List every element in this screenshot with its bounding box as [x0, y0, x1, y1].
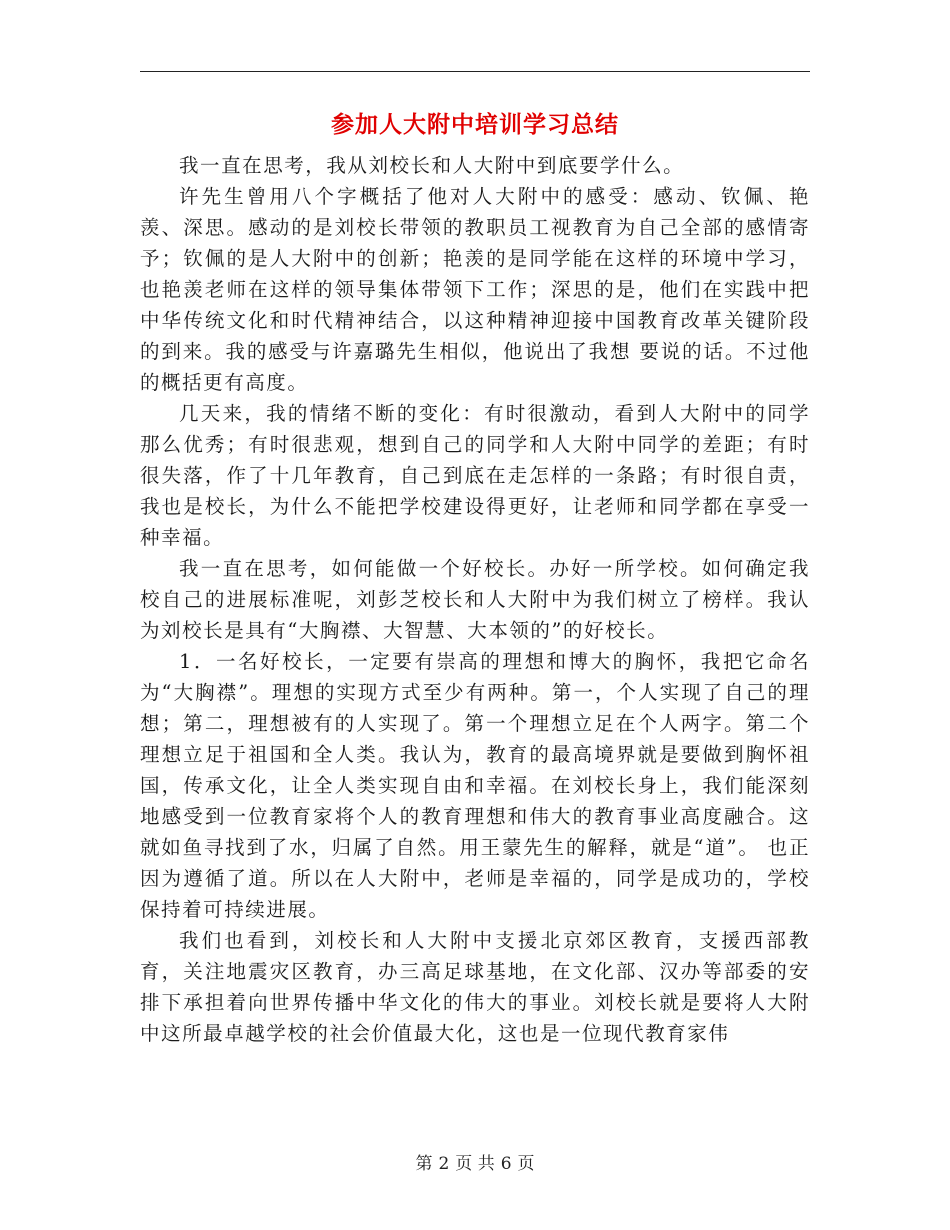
current-page-number: 2: [438, 1154, 450, 1174]
footer-suffix: 页: [517, 1154, 535, 1174]
footer-prefix: 第: [415, 1154, 433, 1174]
paragraph-6: 我们也看到，刘校长和人大附中支援北京郊区教育，支援西部教育，关注地震灾区教育，办三高足球基地，在文化部、汉办等部委的安排下承担着向世界传播中华文化的伟大的事业。刘校长就是要将人大附中这所最卓越学校的社会价值最大化，这也是一位现代教育家伟: [140, 929, 810, 1045]
total-page-count: 6: [500, 1154, 512, 1174]
header-rule: [140, 71, 810, 72]
document-body: [140, 150, 810, 1049]
paragraph-3: 几天来，我的情绪不断的变化：有时很激动，看到人大附中的同学那么优秀；有时很悲观，想到自己的同学和人大附中同学的差距；有时很失落，作了十几年教育，自己到底在走怎样的一条路；有时很自责，我也是校长，为什么不能把学校建设得更好，让老师和同学都在享受一种幸福。: [140, 402, 810, 549]
paragraph-5: 1．一名好校长，一定要有崇高的理想和博大的胸怀，我把它命名为“大胸襟”。理想的实现方式至少有两种。第一，个人实现了自己的理想；第二，理想被有的人实现了。第一个理想立足在个人两字。第二个理想立足于祖国和全人类。我认为，教育的最高境界就是要做到胸怀祖国，传承文化，让全人类实现自由和幸福。在刘校长身上，我们能深刻地感受到一位教育家将个人的教育理想和伟大的教育事业高度融合。这就如鱼寻找到了水，归属了自然。用王蒙先生的解释，就是“道”。 也正因为遵循了道。所以在人大附中，老师是幸福的，同学是成功的，学校保持着可持续进展。: [140, 650, 810, 921]
page-footer: [0, 1152, 950, 1176]
document-title: 参加人大附中培训学习总结: [331, 111, 619, 138]
paragraph-2: 许先生曾用八个字概括了他对人大附中的感受：感动、钦佩、艳羡、深思。感动的是刘校长带领的教职员工视教育为自己全部的感情寄予；钦佩的是人大附中的创新；艳羡的是同学能在这样的环境中学习，也艳羡老师在这样的领导集体带领下工作；深思的是，他们在实践中把中华传统文化和时代精神结合，以这种精神迎接中国教育改革关键阶段的到来。我的感受与许嘉璐先生相似，他说出了我想 要说的话。不过他的概括更有高度。: [140, 185, 810, 394]
paragraph-4: 我一直在思考，如何能做一个好校长。办好一所学校。如何确定我校自己的进展标准呢，刘彭芝校长和人大附中为我们树立了榜样。我认为刘校长是具有“大胸襟、大智慧、大本领的”的好校长。: [140, 557, 810, 642]
footer-middle: 页 共: [455, 1154, 495, 1174]
paragraph-1: 我一直在思考，我从刘校长和人大附中到底要学什么。: [179, 154, 685, 177]
